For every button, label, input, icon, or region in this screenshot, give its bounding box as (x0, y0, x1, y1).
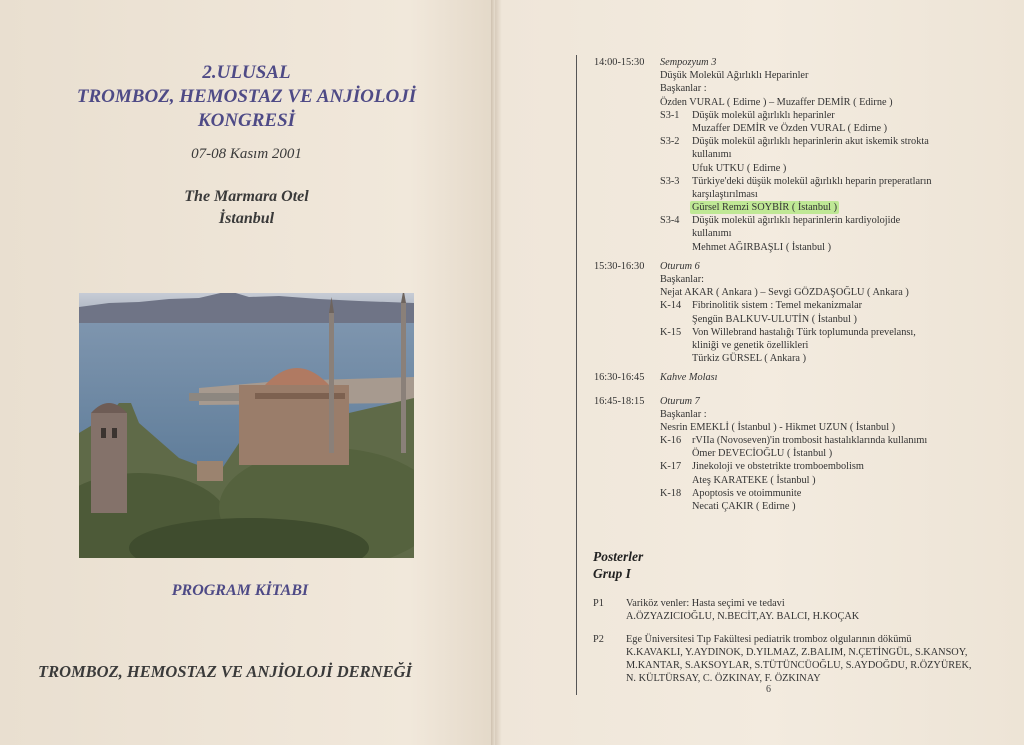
posters-heading (593, 548, 643, 582)
talk-title: Apoptosis ve otoimmunite (692, 487, 802, 499)
poster-authors: M.KANTAR, S.AKSOYLAR, S.TÜTÜNCÜOĞLU, S.AYDOĞDU, R.ÖZYÜREK, (626, 660, 972, 671)
schedule-divider (576, 55, 577, 695)
talk-speaker: Şengün BALKUV-ULUTİN ( İstanbul ) (692, 313, 857, 325)
chairs: Nesrin EMEKLİ ( İstanbul ) - Hikmet UZUN ( İstanbul ) (660, 421, 896, 433)
talk-title: Düşük molekül ağırlıklı heparinlerin kardiyolojide (692, 215, 901, 227)
talk-title-cont: kullanımı (692, 228, 732, 240)
session-name: Oturum 7 (660, 395, 700, 407)
talk-title: Türkiye'deki düşük molekül ağırlıklı heparin preperatların (692, 175, 932, 187)
talk-title: rVIIa (Novoseven)'in trombosit hastalıklarında kullanımı (692, 435, 928, 447)
talk-title: Jinekoloji ve obstetrikte tromboembolism (692, 461, 864, 473)
posters-heading-line1: Posterler (593, 549, 644, 564)
cover-title-line2: TROMBOZ, HEMOSTAZ VE ANJİOLOJİ (76, 86, 417, 107)
talk-speaker: Türkiz GÜRSEL ( Ankara ) (692, 353, 806, 365)
talk-title: Fibrinolitik sistem : Temel mekanizmalar (692, 300, 863, 312)
session-name: Kahve Molası (660, 372, 718, 384)
talk-speaker: Necati ÇAKIR ( Edirne ) (692, 501, 796, 512)
talk-speaker: Muzaffer DEMİR ve Özden VURAL ( Edirne ) (692, 122, 888, 134)
session-time: 16:30-16:45 (594, 372, 645, 384)
talk-title: Düşük molekül ağırlıklı heparinlerin akut iskemik strokta (692, 136, 929, 148)
talk-code: S3-1 (660, 109, 680, 121)
poster-code: P2 (593, 634, 604, 645)
chairs: Özden VURAL ( Edirne ) – Muzaffer DEMİR ( Edirne ) (660, 96, 893, 108)
talk-title-cont: kullanımı (692, 149, 732, 161)
talk-speaker: Ufuk UTKU ( Edirne ) (692, 162, 787, 174)
cover-title-line3: KONGRESİ (197, 110, 296, 131)
poster-authors: A.ÖZYAZICIOĞLU, N.BECİT,AY. BALCI, H.KOÇAK (626, 611, 860, 622)
poster-code: P1 (593, 598, 604, 609)
talk-code: S3-3 (660, 175, 680, 187)
poster-title: Ege Üniversitesi Tıp Fakültesi pediatrik tromboz olgularının dökümü (626, 634, 912, 645)
talk-title: Düşük molekül ağırlıklı heparinler (692, 109, 835, 121)
talk-speaker: Ateş KARATEKE ( İstanbul ) (692, 474, 816, 486)
talk-title-cont: karşılaştırılması (692, 188, 758, 200)
talk-title: Von Willebrand hastalığı Türk toplumunda prevelansı, (692, 326, 916, 338)
chairs: Nejat AKAR ( Ankara ) – Sevgi GÖZDAŞOĞLU ( Ankara ) (660, 287, 909, 299)
talk-code: S3-2 (660, 136, 680, 148)
cover-title-line1: 2.ULUSAL (202, 62, 291, 83)
talk-code: K-14 (660, 300, 682, 312)
chairs-label: Başkanlar : (660, 408, 707, 420)
talk-code: S3-4 (660, 215, 680, 227)
poster-authors: K.KAVAKLI, Y.AYDINOK, D.YILMAZ, Z.BALIM, N.ÇETİNGÜL, S.KANSOY, (626, 647, 968, 658)
talk-code: K-18 (660, 487, 682, 499)
session-time: 14:00-15:30 (594, 57, 645, 68)
session-topic: Düşük Molekül Ağırlıklı Heparinler (660, 70, 809, 82)
session-time: 16:45-18:15 (594, 395, 645, 407)
talk-speaker: Ömer DEVECİOĞLU ( İstanbul ) (692, 448, 833, 460)
session-time: 15:30-16:30 (594, 260, 645, 272)
cover-venue-line2: İstanbul (218, 210, 275, 227)
poster-authors: N. KÜLTÜRSAY, C. ÖZKINAY, F. ÖZKINAY (626, 673, 821, 684)
istanbul-photo (79, 293, 414, 558)
session-name: Oturum 6 (660, 260, 700, 272)
highlighted-speaker: Gürsel Remzi SOYBİR ( İstanbul ) (692, 202, 837, 214)
chairs-label: Başkanlar : (660, 83, 707, 95)
society-name: TROMBOZ, HEMOSTAZ VE ANJİOLOJİ DERNEĞİ (38, 662, 412, 681)
cover-page (0, 0, 493, 745)
chairs-label: Başkanlar: (660, 274, 705, 285)
talk-speaker: Mehmet AĞIRBAŞLI ( İstanbul ) (692, 241, 831, 253)
talk-title-cont: kliniği ve genetik özellikleri (692, 339, 809, 351)
session-name: Sempozyum 3 (660, 57, 717, 68)
page-fold (491, 0, 495, 745)
posters-heading-line2: Grup I (593, 566, 631, 581)
talk-code: K-15 (660, 326, 682, 338)
poster-title: Variköz venler: Hasta seçimi ve tedavi (626, 598, 785, 609)
cover-venue-line1: The Marmara Otel (184, 188, 309, 205)
page-number: 6 (766, 684, 771, 695)
program-book-label: PROGRAM KİTABI (171, 582, 309, 599)
talk-code: K-17 (660, 461, 682, 473)
cover-dates: 07-08 Kasım 2001 (191, 146, 302, 162)
talk-code: K-16 (660, 435, 682, 447)
